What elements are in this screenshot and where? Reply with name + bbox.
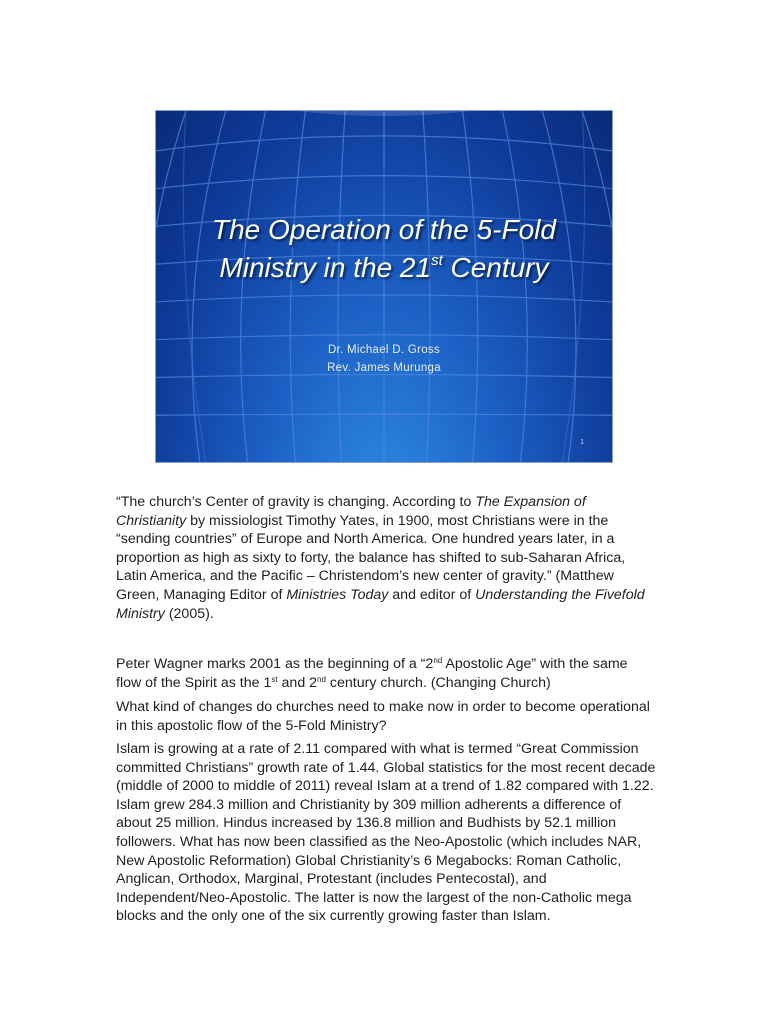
paragraph-question: What kind of changes do churches need to make now in order to become operational in this apostolic flow of the 5-Fold Ministry?: [116, 699, 650, 734]
text-run: by missiologist Timothy Yates, in 1900, most Christians were in the “sending countries” of Europe and North America. One hundred years later, in a proportion as high as sixty to forty, the balance has shifted to sub-Saharan Africa, Latin America, and the Pacific – Christendom’s new center of gravity.” (Matthew Green, Managing Editor of: [116, 512, 626, 603]
superscript: st: [271, 674, 278, 684]
superscript: nd: [433, 656, 443, 665]
slide-page-number: 1: [580, 439, 584, 446]
text-run: century church. (Changing Church): [325, 674, 551, 691]
slide-title: [156, 211, 612, 287]
paragraph-wagner: [116, 655, 656, 692]
author-name: Dr. Michael D. Gross: [327, 344, 441, 356]
slide-title-text: Ministry in the 21: [219, 252, 432, 283]
text-run: Peter Wagner marks 2001 as the beginning of a “2: [116, 656, 434, 672]
slide-title-line-1: The Operation of the 5-Fold: [212, 214, 556, 245]
magazine-title: Ministries Today: [286, 586, 389, 603]
slide-title-line-2: [156, 249, 612, 287]
title-slide-image: [155, 110, 613, 463]
superscript: nd: [317, 674, 326, 684]
text-run: (2005).: [164, 605, 214, 622]
text-run: Apostolic Age” with the same flow of the Spirit as the 1: [116, 656, 628, 691]
paragraph-quote: [116, 493, 656, 623]
slide-title-text: Century: [442, 252, 549, 283]
text-run: and editor of: [388, 586, 476, 603]
paragraph-statistics: Islam is growing at a rate of 2.11 compared with what is termed “Great Commission committed Christians” growth rate of 1.44. Global statistics for the most recent decade (middle of 2000 to middle of 2011) reveal Islam at a trend of 1.82 compared with 1.22. Islam grew 284.3 million and Christianity by 309 million adherents a difference of about 25 million. Hindus increased by 136.8 million and Budhists by 52.1 million followers. What has now been classified as the Neo-Apostolic (which includes NAR, New Apostolic Reformation) Global Christianity’s 6 Megabocks: Roman Catholic, Anglican, Orthodox, Marginal, Protestant (includes Pentecostal), and Independent/Neo-Apostolic. The latter is now the largest of the non-Catholic mega blocks and the only one of the six currently growing faster than Islam.: [116, 741, 656, 925]
author-name: Rev. James Murunga: [327, 362, 441, 374]
text-run: and 2: [277, 674, 318, 691]
book-title: Understanding the Fivefold Ministry: [116, 586, 645, 622]
text-run: “The church’s Center of gravity is changing. According to: [116, 494, 476, 510]
slide-title-superscript: st: [431, 252, 443, 269]
slide-authors: [156, 341, 612, 377]
book-title: The Expansion of Christianity: [116, 494, 586, 529]
